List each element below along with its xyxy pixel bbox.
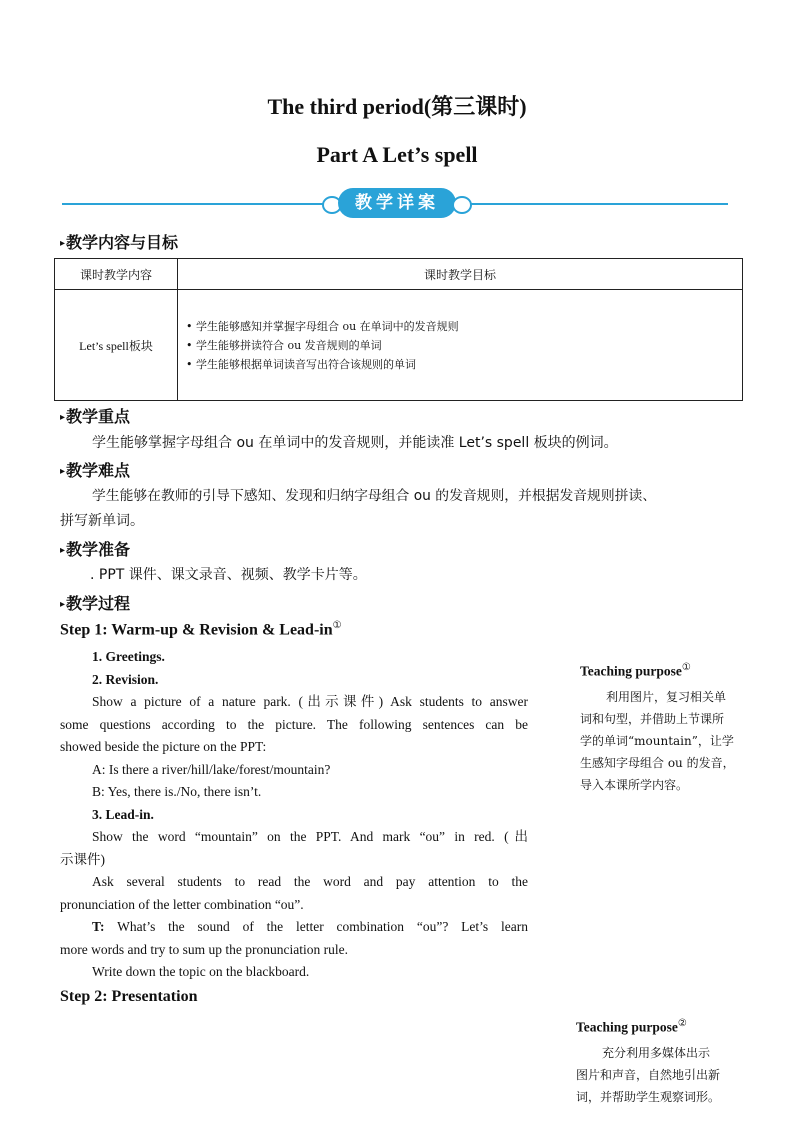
goal-item: • 学生能够感知并掌握字母组合 ou 在单词中的发音规则 [186, 319, 459, 333]
teaching-purpose-2-label [576, 1018, 687, 1036]
body-line: pronunciation of the letter combination “ou”. [60, 896, 304, 912]
heading-text: 教学重点 [66, 407, 131, 426]
footnote-mark: ① [681, 662, 691, 673]
teaching-purpose-1-text [580, 686, 750, 796]
tp-label-text: Teaching purpose [580, 663, 682, 679]
side-line: 图片和声音，自然地引出新 [576, 1068, 721, 1082]
banner-line-right [470, 203, 728, 205]
heading-text: 教学内容与目标 [66, 233, 179, 252]
heading-process [60, 591, 130, 614]
triangle-bullet-icon: ▸ [60, 412, 66, 423]
side-line: 导入本课所学内容。 [580, 778, 689, 792]
body-line: B: Yes, there is./No, there isn’t. [92, 784, 262, 799]
body-line: A: Is there a river/hill/lake/forest/mountain? [92, 761, 331, 777]
heading-text: 教学准备 [66, 540, 131, 559]
body-line: 示课件) [60, 851, 105, 867]
body-line: Write down the topic on the blackboard. [92, 964, 310, 979]
banner-knot-right [452, 196, 472, 214]
speaker-label: T: [92, 919, 105, 934]
body-line: some questions according to the picture. The following sentences can be [60, 716, 528, 732]
goal-item: • 学生能够拼读符合 ou 发音规则的单词 [186, 338, 382, 352]
side-line: 词，并帮助学生观察词形。 [576, 1090, 721, 1104]
difficulty-text-line2: 拼写新单词。 [60, 513, 144, 529]
body-line: more words and try to sum up the pronunciation rule. [60, 941, 348, 957]
heading-focus [60, 404, 130, 427]
objectives-table [54, 258, 743, 401]
step2-title: Step 2: Presentation [60, 988, 198, 1005]
step-item: 1. Greetings. [92, 649, 165, 664]
heading-difficulty [60, 458, 130, 481]
step1-title [60, 620, 342, 639]
side-line: 生感知字母组合 ou 的发音， [580, 756, 735, 770]
step1-body [60, 646, 528, 984]
side-line: 利用图片，复习相关单 [606, 690, 727, 704]
heading-text: 教学过程 [66, 594, 131, 613]
table-header-goals: 课时教学目标 [178, 259, 743, 290]
triangle-bullet-icon: ▸ [60, 599, 66, 610]
body-line: Show the word “mountain” on the PPT. And mark “ou” in red. (出 [92, 829, 528, 844]
side-line: 学的单词“mountain”，让学 [580, 734, 734, 748]
speaker-text: What’s the sound of the letter combination “ou”? Let’s learn [104, 919, 528, 934]
body-line: showed beside the picture on the PPT: [60, 739, 267, 754]
step-item: 3. Lead-in. [92, 806, 154, 822]
banner-line-left [62, 203, 328, 205]
page-subtitle: Part A Let’s spell [316, 142, 478, 167]
teaching-purpose-1-label [580, 662, 691, 680]
body-line [60, 916, 528, 939]
triangle-bullet-icon: ▸ [60, 466, 66, 477]
triangle-bullet-icon: ▸ [60, 238, 66, 249]
side-line: 充分利用多媒体出示 [602, 1046, 711, 1060]
table-header-content: 课时教学内容 [55, 259, 178, 290]
body-line: Show a picture of a nature park. (出示课件) Ask students to answer [92, 694, 528, 709]
step-item: 2. Revision. [92, 671, 159, 687]
side-line: 词和句型，并借助上节课所 [580, 712, 725, 726]
focus-text: 学生能够掌握字母组合 ou 在单词中的发音规则，并能读准 Let’s spell 板块的例词。 [92, 435, 618, 451]
teaching-purpose-2-text [576, 1042, 746, 1108]
preparation-text: . PPT 课件、课文录音、视频、教学卡片等。 [90, 567, 367, 583]
heading-content-goals [60, 230, 178, 253]
heading-preparation [60, 537, 130, 560]
step1-title-text: Step 1: Warm-up & Revision & Lead-in [60, 621, 333, 639]
table-cell-lesson: Let’s spell板块 [55, 290, 178, 401]
triangle-bullet-icon: ▸ [60, 545, 66, 556]
body-line: Ask several students to read the word and pay attention to the [92, 874, 528, 889]
footnote-mark: ② [677, 1018, 687, 1029]
heading-text: 教学难点 [66, 461, 131, 480]
page-title: The third period(第三课时) [267, 94, 527, 119]
tp-label-text: Teaching purpose [576, 1019, 678, 1035]
footnote-mark: ① [332, 620, 342, 631]
goal-item: • 学生能够根据单词读音写出符合该规则的单词 [186, 357, 416, 371]
table-cell-goals [178, 290, 743, 401]
difficulty-text-line1: 学生能够在教师的引导下感知、发现和归纳字母组合 ou 的发音规则，并根据发音规则拼读、 [92, 488, 657, 504]
banner-label: 教学详案 [338, 188, 456, 218]
